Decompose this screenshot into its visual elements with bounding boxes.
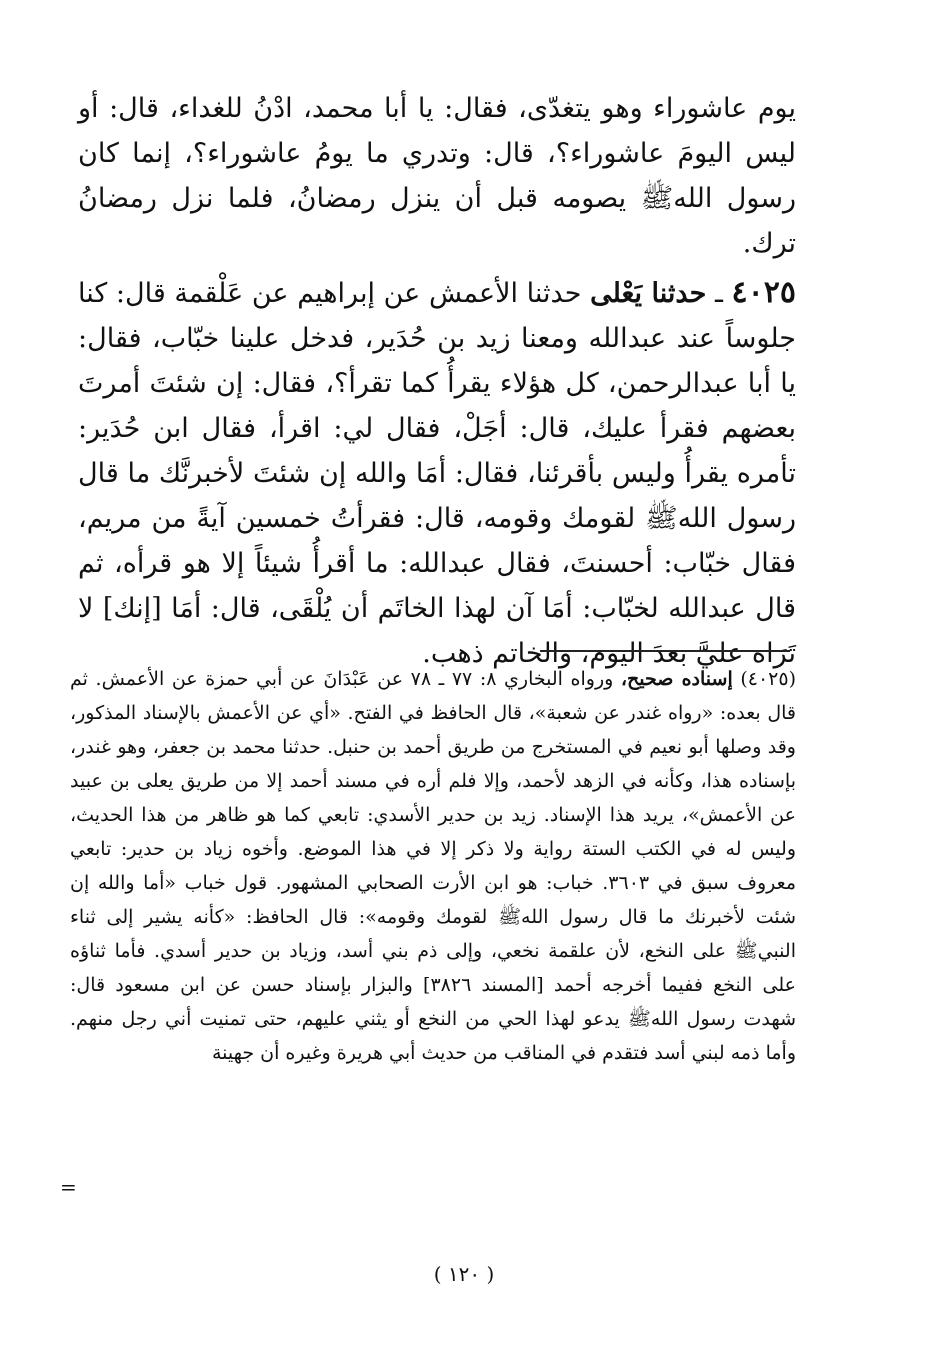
footnote (70, 662, 796, 1070)
page-number: ( ١٢٠ ) (433, 1262, 495, 1286)
main-text (78, 86, 796, 676)
footnote-head: إسناده صحيح، (620, 668, 733, 690)
hadith-number: ٤٠٢٥ (731, 275, 796, 310)
intro-paragraph: يوم عاشوراء وهو يتغدّى، فقال: يا أبا محمد، ادْنُ للغداء، قال: أو ليس اليومَ عاشوراء؟، قال: وتدري ما يومُ عاشوراء؟، إنما كان رسول اللهﷺ يصومه قبل أن ينزل رمضانُ، فلما نزل رمضانُ ترك. (78, 93, 796, 259)
footnote-paragraph (70, 662, 796, 1070)
footnote-text: ورواه البخاري ٨: ٧٧ ـ ٧٨ عن عَبْدَانَ عن أبي حمزة عن الأعمش. ثم قال بعده: «رواه غندر عن شعبة»، قال الحافظ في الفتح. «أي عن الأعمش بالإسناد المذكور، وقد وصلها أبو نعيم في المستخرج من طريق أحمد بن حنبل. حدثنا محمد بن جعفر، وهو غندر، بإسناده هذا، وكأنه في الزهد لأحمد، وإلا فلم أره في مسند أحمد إلا من طريق يعلى بن عبيد عن الأعمش»، يريد هذا الإسناد. زيد بن حدير الأسدي: تابعي كما هو ظاهر من هذا الحديث، وليس له في الكتب الستة رواية ولا ذكر إلا في هذا الموضع. وأخوه زياد بن حدير: تابعي معروف سبق في ٣٦٠٣. خباب: هو ابن الأرت الصحابي المشهور. قول خباب «أما والله إن شئت لأخبرنك ما قال رسول اللهﷺ لقومك وقومه»: قال الحافظ: «كأنه يشير إلى ثناء النبيﷺ على النخع، لأن علقمة نخعي، وإلى ذم بني أسد، وزياد بن حدير أسدي. فأما ثناؤه على النخع ففيما أخرجه أحمد [المسند ٣٨٢٦] والبزار بإسناد حسن عن ابن مسعود قال: شهدت رسول اللهﷺ يدعو لهذا الحي من النخع أو يثني عليهم، حتى تمنيت أني رجل منهم. وأما ذمه لبني أسد فتقدم في المناقب من حديث أبي هريرة وغيره أن جهينة (70, 668, 797, 1064)
hadith-paragraph (78, 270, 796, 676)
footnote-separator (540, 650, 790, 652)
hadith-text: حدثنا الأعمش عن إبراهيم عن عَلْقمة قال: كنا جلوساً عند عبدالله ومعنا زيد بن حُدَير، فدخل علينا خبّاب، فقال: يا أبا عبدالرحمن، كل هؤلاء يقرأُ كما تقرأ؟، فقال: إن شئتَ أمرتَ بعضهم فقرأ عليك، قال: أجَلْ، فقال لي: اقرأ، فقال ابن حُدَير: تأمره يقرأُ وليس بأقرئنا، فقال: أمَا والله إن شئتَ لأخبرنَّك ما قال رسول اللهﷺ لقومك وقومه، قال: فقرأتُ خمسين آيةً من مريم، فقال خبّاب: أحسنتَ، فقال عبدالله: ما أقرأُ شيئاً إلا هو قرأه، ثم قال عبدالله لخبّاب: أمَا آن لهذا الخاتَم أن يُلْقَى، قال: أمَا [إنك] لا تَرَاه عليَّ بعدَ اليوم، والخاتم ذهب. (78, 278, 796, 669)
hadith-dash: ـ (706, 278, 732, 309)
hadith-narrator: حدثنا يَعْلى (590, 278, 707, 309)
footnote-ref: (٤٠٢٥) (740, 668, 797, 690)
continuation-mark: = (60, 1175, 77, 1199)
